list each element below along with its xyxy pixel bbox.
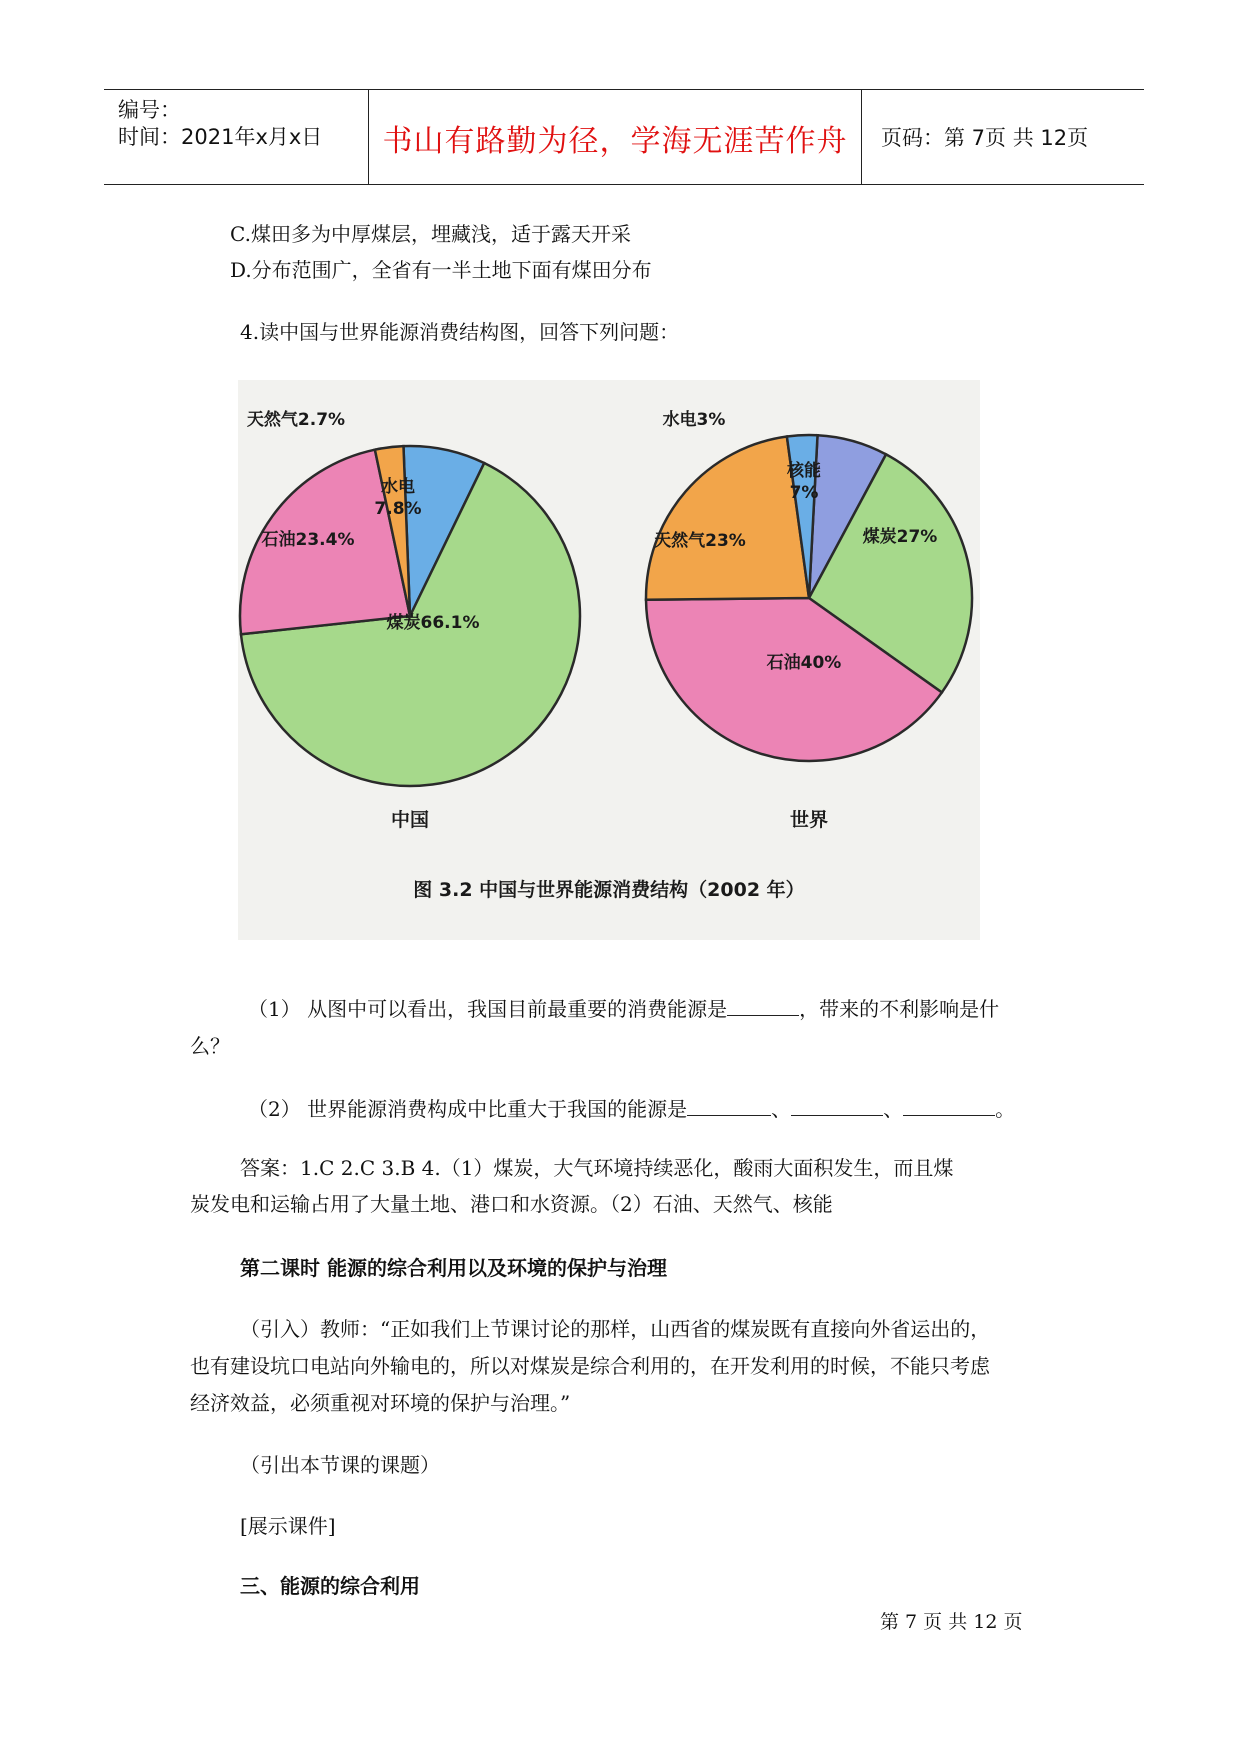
slice-label: 天然气2.7% — [246, 410, 346, 430]
page-footer: 第 7 页 共 12 页 — [880, 1611, 1023, 1633]
number-label: 编号： — [118, 98, 181, 122]
question-1 — [248, 993, 999, 1022]
show-courseware: [展示课件] — [240, 1514, 336, 1538]
slice-label: 煤炭27% — [862, 527, 938, 547]
pie-slice-天然气 — [646, 437, 809, 600]
answer-blank[interactable] — [903, 1097, 995, 1116]
time-label: 时间：2021年x月x日 — [118, 125, 323, 149]
header-motto: 书山有路勤为径，学海无涯苦作舟 — [382, 124, 848, 159]
question-2 — [248, 1093, 1015, 1122]
answer-line-2: 炭发电和运输占用了大量土地、港口和水资源。（2）石油、天然气、核能 — [190, 1192, 833, 1216]
intro-line-2: 也有建设坑口电站向外输电的，所以对煤炭是综合利用的，在开发利用的时候，不能只考虑 — [190, 1354, 990, 1378]
lesson-2-title: 第二课时 能源的综合利用以及环境的保护与治理 — [240, 1256, 667, 1280]
figure-caption: 图 3.2 中国与世界能源消费结构（2002 年） — [413, 879, 805, 901]
section-3-title: 三、能源的综合利用 — [240, 1574, 420, 1598]
slice-label: 水电 7.8% — [374, 477, 422, 519]
header-center-cell — [368, 90, 862, 184]
slice-label: 水电3% — [662, 410, 726, 430]
header-left-cell — [104, 90, 368, 184]
question-1-text: （1） 从图中可以看出，我国目前最重要的消费能源是 — [248, 997, 728, 1021]
slice-label: 核能 7% — [787, 461, 821, 503]
slice-label: 石油40% — [766, 653, 842, 673]
separator: 、 — [771, 1097, 792, 1121]
page-number-label: 页码：第 7页 共 12页 — [881, 126, 1089, 150]
question-2-text: （2） 世界能源消费构成中比重大于我国的能源是 — [248, 1097, 688, 1121]
answer-line-1: 答案：1.C 2.C 3.B 4.（1）煤炭，大气环境持续恶化，酸雨大面积发生，而且煤 — [240, 1156, 954, 1180]
slice-label: 煤炭66.1% — [386, 613, 480, 633]
answer-blank[interactable] — [687, 1097, 771, 1116]
separator: 、 — [883, 1097, 904, 1121]
energy-figure — [238, 380, 980, 940]
slice-label: 石油23.4% — [261, 530, 355, 550]
header-right-cell — [861, 90, 1144, 184]
question-4: 4.读中国与世界能源消费结构图，回答下列问题： — [240, 320, 680, 344]
pie-title: 世界 — [789, 809, 829, 831]
page-header — [104, 89, 1144, 185]
lead-topic: （引出本节课的课题） — [240, 1453, 440, 1477]
answer-blank[interactable] — [727, 997, 799, 1016]
intro-line-1: （引入）教师：“正如我们上节课讨论的那样，山西省的煤炭既有直接向外省运出的， — [240, 1317, 991, 1341]
intro-line-3: 经济效益，必须重视对环境的保护与治理。” — [190, 1391, 571, 1415]
answer-blank[interactable] — [791, 1097, 883, 1116]
slice-label: 天然气23% — [654, 531, 746, 551]
option-c: C.煤田多为中厚煤层，埋藏浅，适于露天开采 — [230, 222, 631, 246]
pie-charts — [238, 380, 980, 940]
question-2-end: 。 — [995, 1097, 1016, 1121]
question-1-cont: 么？ — [190, 1034, 230, 1058]
pie-title: 中国 — [390, 809, 430, 831]
question-1-text-end: ，带来的不利影响是什 — [799, 997, 1000, 1021]
option-d: D.分布范围广，全省有一半土地下面有煤田分布 — [230, 258, 652, 282]
